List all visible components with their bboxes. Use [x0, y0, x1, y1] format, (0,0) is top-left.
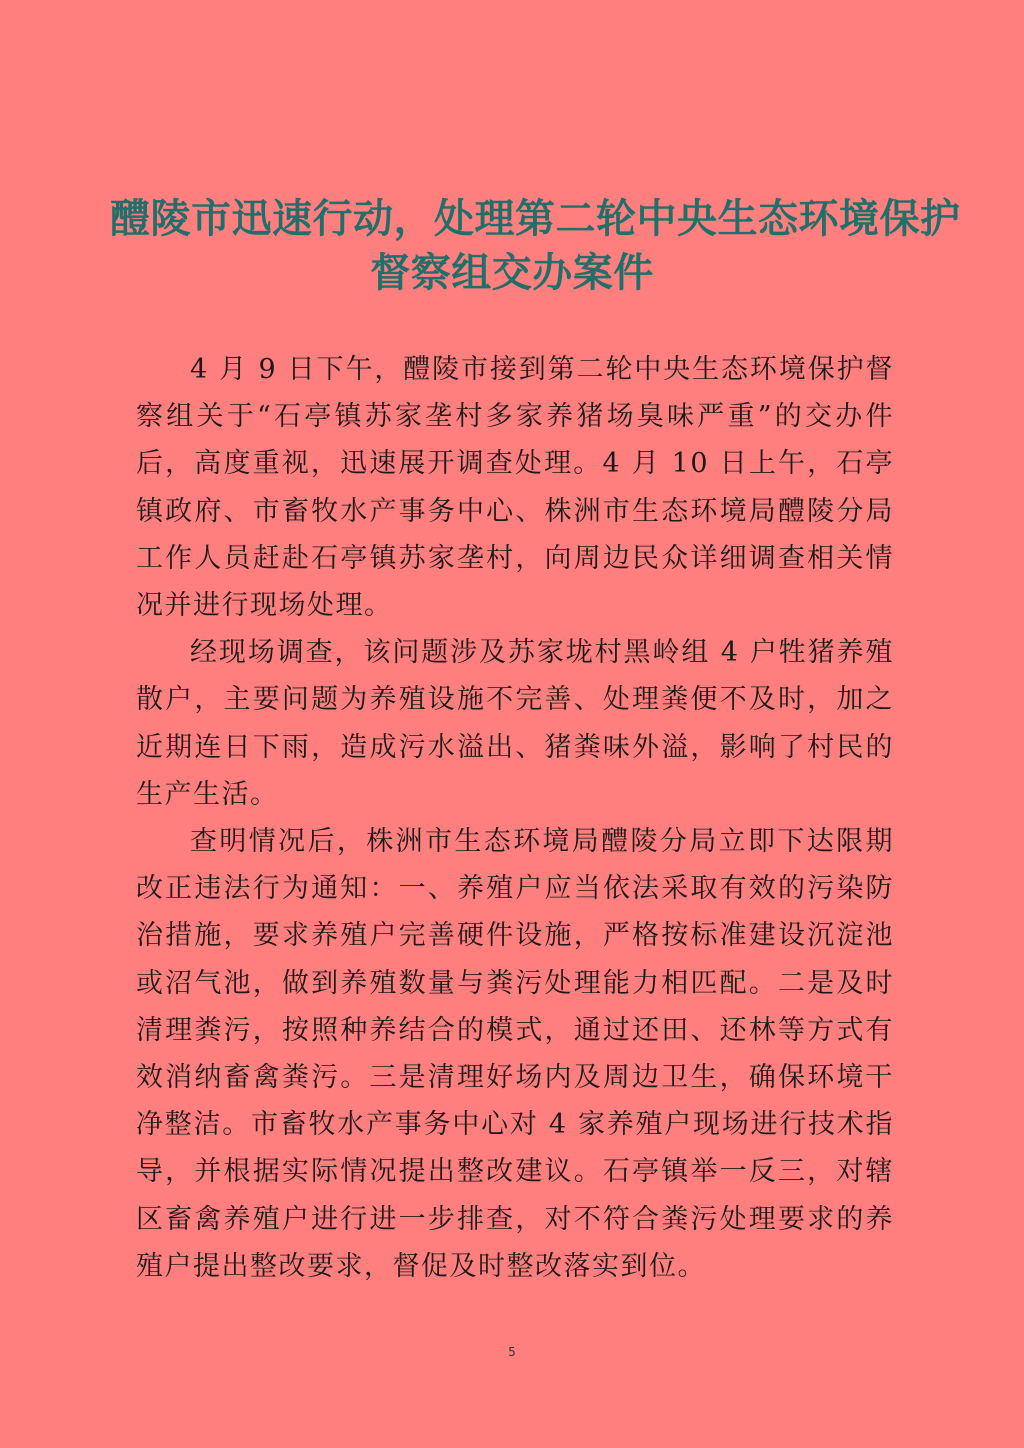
- page-number: 5: [508, 1345, 516, 1359]
- paragraph-3: 查明情况后，株洲市生态环境局醴陵分局立即下达限期改正违法行为通知：一、养殖户应当依法采取有效的污染防治措施，要求养殖户完善硬件设施，严格按标准建设沉淀池或沼气池，做到养殖数量与粪污处理能力相匹配。二是及时清理粪污，按照种养结合的模式，通过还田、还林等方式有效消纳畜禽粪污。三是清理好场内及周边卫生，确保环境干净整洁。市畜牧水产事务中心对 4 家养殖户现场进行技术指导，并根据实际情况提出整改建议。石亭镇举一反三，对辖区畜禽养殖户进行进一步排查，对不符合粪污处理要求的养殖户提出整改要求，督促及时整改落实到位。: [136, 826, 894, 1282]
- title-line-2: 督察组交办案件: [370, 249, 654, 296]
- title-line-1: 醴陵市迅速行动，处理第二轮中央生态环境保护: [110, 195, 961, 242]
- paragraph-1: 4 月 9 日下午，醴陵市接到第二轮中央生态环境保护督察组关于“石亭镇苏家垄村多家养猪场臭味严重”的交办件后，高度重视，迅速展开调查处理。4 月 10 日上午，石亭镇政府、市畜牧水产事务中心、株洲市生态环境局醴陵分局工作人员赶赴石亭镇苏家垄村，向周边民众详细调查相关情况并进行现场处理。: [136, 354, 894, 622]
- document-title: [110, 192, 961, 300]
- document-body: [136, 346, 894, 1290]
- paragraph-2: 经现场调查，该问题涉及苏家垅村黑岭组 4 户牲猪养殖散户，主要问题为养殖设施不完善、处理粪便不及时，加之近期连日下雨，造成污水溢出、猪粪味外溢，影响了村民的生产生活。: [136, 637, 894, 810]
